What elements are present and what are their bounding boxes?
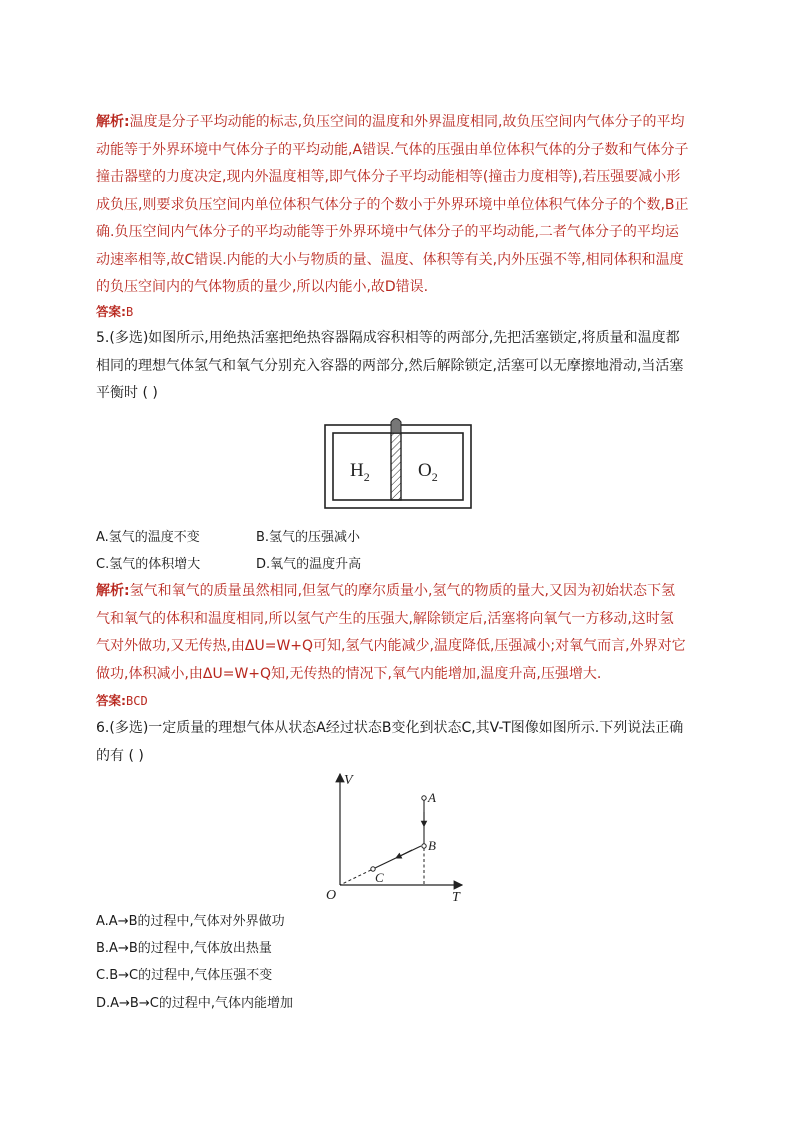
q6-stem-line: 6.(多选)一定质量的理想气体从状态A经过状态B变化到状态C,其V-T图像如图所示.下列说法正确 — [96, 720, 684, 736]
q5-stem-line: 5.(多选)如图所示,用绝热活塞把绝热容器隔成容积相等的两部分,先把活塞锁定,将质量和温度都 — [96, 330, 680, 346]
q5-answer — [96, 693, 148, 709]
point-c-label: C — [375, 870, 384, 885]
q5-analysis-line: 做功,体积减小,由ΔU=W+Q知,无传热的情况下,氧气内能增加,温度升高,压强增大. — [96, 665, 602, 682]
q5-analysis-line: 氢气和氧气的质量虽然相同,但氢气的摩尔质量小,氢气的物质的量大,又因为初始状态下氢 — [129, 583, 675, 599]
q4-analysis-line: 温度是分子平均动能的标志,负压空间的温度和外界温度相同,故负压空间内气体分子的平均 — [129, 114, 685, 130]
piston — [391, 433, 401, 500]
q5-option-d: D.氧气的温度升高 — [256, 557, 362, 572]
point-b-label: B — [428, 838, 436, 853]
q5-stem-line: 相同的理想气体氢气和氧气分别充入容器的两部分,然后解除锁定,活塞可以无摩擦地滑动,当活塞 — [96, 357, 684, 374]
point-a-label: A — [428, 790, 436, 805]
q5-answer-label: 答案: — [96, 693, 126, 708]
origin-label: O — [326, 888, 337, 903]
q5-option-a: A.氢气的温度不变 — [96, 530, 200, 545]
dashed-c-to-origin — [340, 870, 371, 885]
q6-stem — [96, 715, 700, 770]
segment-b-to-c-arrow — [398, 850, 412, 857]
t-axis-label: T — [452, 890, 460, 904]
q4-analysis-line: 动能等于外界环境中气体分子的平均动能,A错误.气体的压强由单位体积气体的分子数和气体分子 — [96, 141, 689, 158]
q5-stem-line: 平衡时 ( ) — [96, 385, 158, 401]
q5-analysis-line: 气和氧气的体积和温度相同,所以氢气产生的压强大,解除锁定后,活塞将向氧气一方移动,这时氢 — [96, 610, 674, 627]
q5-analysis-label: 解析: — [96, 583, 130, 599]
q5-analysis — [96, 578, 700, 688]
q6-option-d: D.A→B→C的过程中,气体内能增加 — [96, 996, 293, 1011]
point-b — [422, 844, 426, 848]
q4-analysis — [96, 109, 700, 302]
q4-analysis-line: 撞击器壁的力度决定,现内外温度相等,即气体分子平均动能相等(撞击力度相等),若压强要减小形 — [96, 169, 681, 185]
q5-option-b: B.氢气的压强减小 — [256, 530, 361, 545]
q5-option-c: C.氢气的体积增大 — [96, 557, 201, 572]
q6-option-b: B.A→B的过程中,气体放出热量 — [96, 941, 272, 956]
piston-lock-pin — [391, 419, 401, 434]
q4-analysis-line: 动速率相等,故C错误.内能的大小与物质的量、温度、体积等有关,内外压强不等,相同体积和温度 — [96, 251, 684, 268]
v-axis-label: V — [344, 773, 353, 788]
oxygen-label: $O_2$ — [418, 460, 438, 484]
q4-answer-value: B — [126, 305, 134, 319]
point-a — [422, 796, 426, 800]
q4-analysis-line: 确.负压空间内气体分子的平均动能等于外界环境中气体分子的平均动能,二者气体分子的平均运 — [96, 224, 679, 240]
q4-analysis-line: 成负压,则要求负压空间内单位体积气体分子的个数小于外界环境中单位体积气体分子的个数,B正 — [96, 196, 689, 213]
q5-answer-value: BCD — [126, 694, 148, 708]
q5-stem — [96, 325, 700, 408]
q6-stem-line: 的有 ( ) — [96, 747, 144, 764]
q4-analysis-label: 解析: — [96, 114, 130, 130]
hydrogen-label: $H_2$ — [350, 460, 370, 484]
q5-options-row-1 — [96, 530, 361, 546]
q6-option-a: A.A→B的过程中,气体对外界做功 — [96, 914, 285, 929]
q4-analysis-line: 的负压空间内的气体物质的量少,所以内能小,故D错误. — [96, 279, 429, 295]
q6-vt-graph — [320, 768, 470, 904]
q5-container-figure — [320, 415, 476, 515]
q5-options-row-2 — [96, 557, 362, 573]
q6-option-c: C.B→C的过程中,气体压强不变 — [96, 968, 273, 983]
q4-answer-label: 答案: — [96, 304, 126, 319]
q4-answer — [96, 304, 133, 320]
q5-analysis-line: 气对外做功,又无传热,由ΔU=W+Q可知,氢气内能减少,温度降低,压强减小;对氧气而言,外界对它 — [96, 638, 686, 654]
